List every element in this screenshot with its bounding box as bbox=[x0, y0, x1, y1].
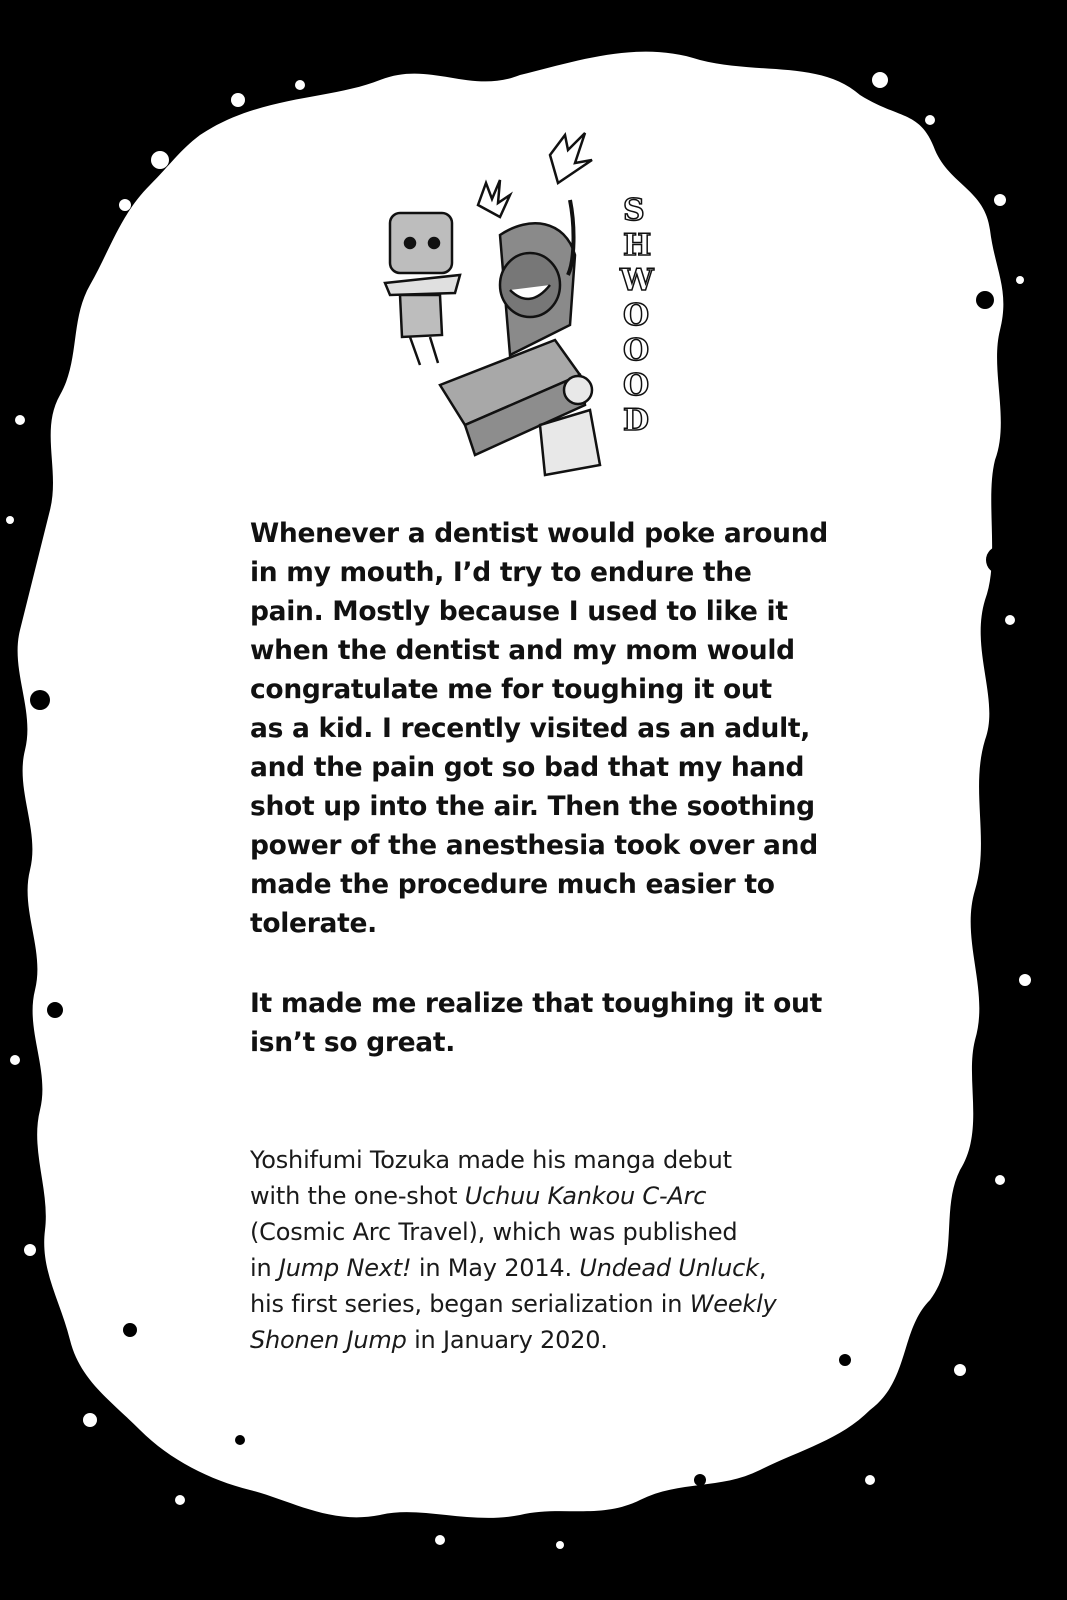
patient-in-chair-icon bbox=[440, 200, 600, 475]
bio-text: with the one-shot bbox=[250, 1182, 465, 1210]
sfx-letter: W bbox=[620, 263, 654, 298]
bio-title-jump-next: Jump Next! bbox=[278, 1254, 412, 1282]
bio-text: in bbox=[250, 1254, 279, 1282]
author-note-paragraph-2 bbox=[250, 984, 822, 1062]
note-line: as a kid. I recently visited as an adult, bbox=[250, 713, 811, 744]
bio-title-undead-unluck: Undead Unluck bbox=[579, 1254, 759, 1282]
author-bio bbox=[250, 1142, 810, 1358]
note-line: shot up into the air. Then the soothing bbox=[250, 791, 815, 822]
bio-line: (Cosmic Arc Travel), which was published bbox=[250, 1218, 738, 1246]
sfx-letter: O bbox=[623, 368, 650, 403]
note-line: when the dentist and my mom would bbox=[250, 635, 795, 666]
note-line: pain. Mostly because I used to like it bbox=[250, 596, 788, 627]
note-line: power of the anesthesia took over and bbox=[250, 830, 818, 861]
impact-burst-icon bbox=[478, 133, 592, 217]
sfx-letter: O bbox=[623, 333, 650, 368]
bio-line bbox=[250, 1178, 810, 1214]
bio-title-shonen-jump: Shonen Jump bbox=[250, 1326, 407, 1354]
note-line: isn’t so great. bbox=[250, 1027, 456, 1058]
bio-text: his first series, began serialization in bbox=[250, 1290, 690, 1318]
bio-text: in January 2020. bbox=[406, 1326, 608, 1354]
author-note-paragraph-1 bbox=[250, 514, 828, 943]
bio-line bbox=[250, 1250, 810, 1286]
note-line: made the procedure much easier to bbox=[250, 869, 775, 900]
note-line: tolerate. bbox=[250, 908, 377, 939]
note-line: congratulate me for toughing it out bbox=[250, 674, 772, 705]
bio-line bbox=[250, 1322, 810, 1358]
sfx-letter: O bbox=[623, 298, 650, 333]
sound-effect-shwoood bbox=[619, 193, 655, 438]
dentist-figure-icon bbox=[385, 213, 460, 365]
note-line: It made me realize that toughing it out bbox=[250, 988, 822, 1019]
dentist-illustration bbox=[380, 125, 680, 495]
bio-text: , bbox=[758, 1254, 767, 1282]
bio-title-weekly: Weekly bbox=[689, 1290, 777, 1318]
bio-line bbox=[250, 1286, 810, 1322]
sfx-letter: S bbox=[623, 193, 645, 228]
bio-text: in May 2014. bbox=[411, 1254, 580, 1282]
note-line: and the pain got so bad that my hand bbox=[250, 752, 805, 783]
note-line: in my mouth, I’d try to endure the bbox=[250, 557, 752, 588]
note-line: Whenever a dentist would poke around bbox=[250, 518, 828, 549]
sfx-letter: H bbox=[623, 228, 652, 263]
bio-line: Yoshifumi Tozuka made his manga debut bbox=[250, 1146, 732, 1174]
sfx-letter: D bbox=[623, 403, 650, 438]
bio-title-uchuu-kankou: Uchuu Kankou C-Arc bbox=[464, 1182, 707, 1210]
